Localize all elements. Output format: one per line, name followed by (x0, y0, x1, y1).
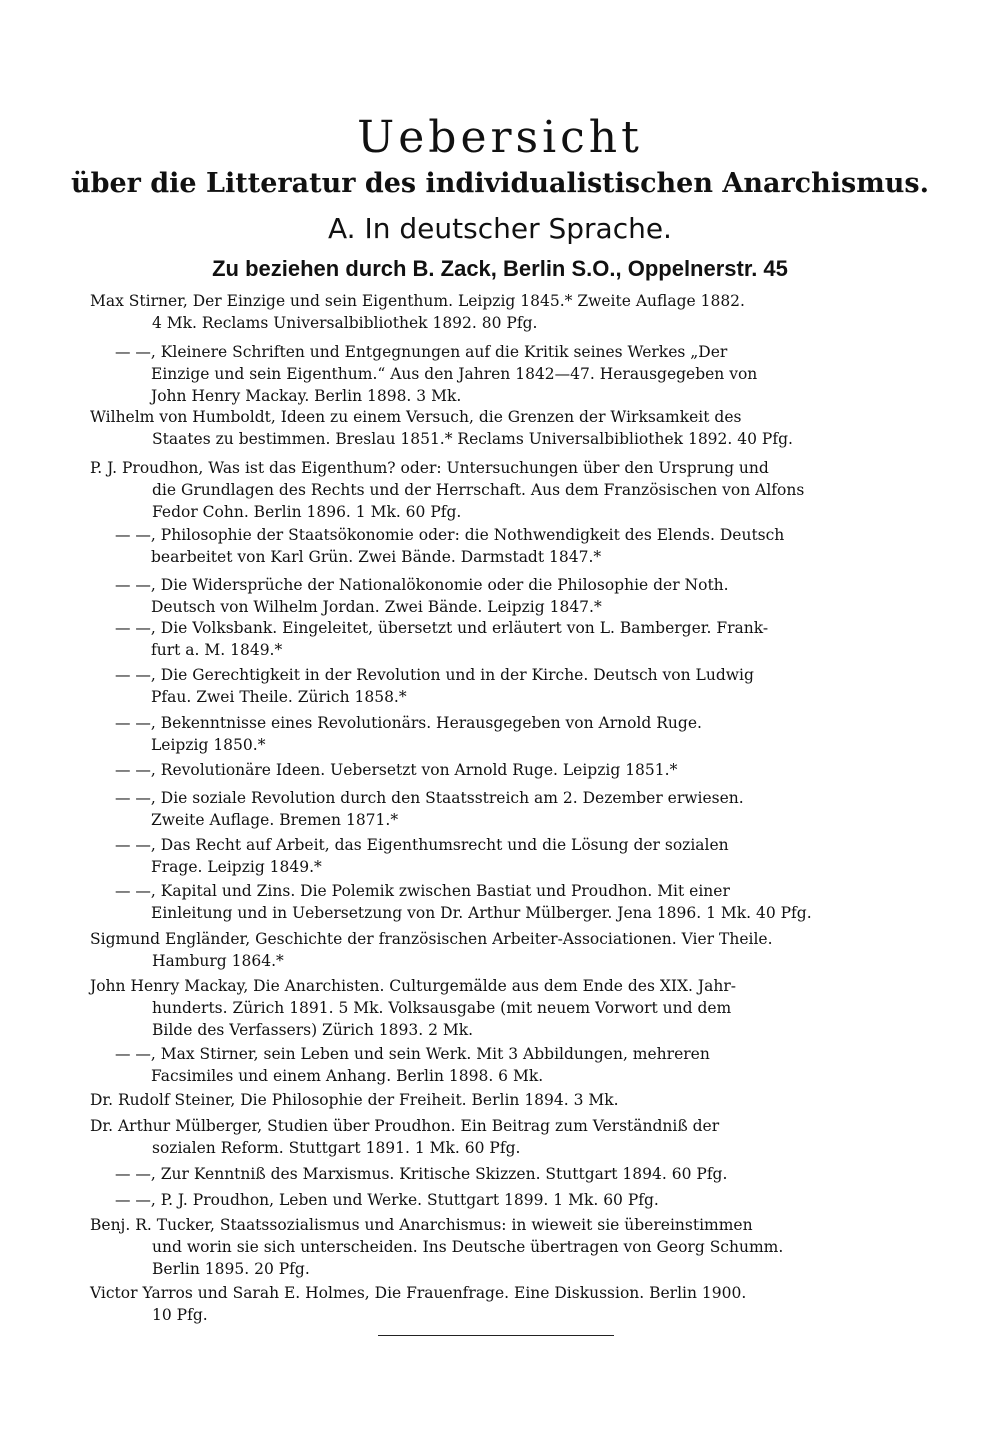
bibliography-entry: — —, Das Recht auf Arbeit, das Eigenthumsrecht und die Lösung der sozialen Frage. Leipzig 1849.* (115, 836, 729, 876)
bibliography-entry: — —, Bekenntnisse eines Revolutionärs. Herausgegeben von Arnold Ruge. Leipzig 1850.* (115, 714, 702, 754)
bibliography-entry: — —, Max Stirner, sein Leben und sein Werk. Mit 3 Abbildungen, mehreren Facsimiles und einem Anhang. Berlin 1898. 6 Mk. (115, 1045, 710, 1085)
bibliography-entry: — —, Kleinere Schriften und Entgegnungen auf die Kritik seines Werkes „Der Einzige und sein Eigenthum.“ Aus den Jahren 1842—47. Herausgegeben von John Henry Mackay. Berlin 1898. 3 Mk. (115, 343, 758, 405)
bibliography-entry: — —, Revolutionäre Ideen. Uebersetzt von Arnold Ruge. Leipzig 1851.* (115, 761, 678, 779)
bibliography-entry: — —, Die Volksbank. Eingeleitet, übersetzt und erläutert von L. Bamberger. Frank- furt a. M. 1849.* (115, 619, 769, 659)
bibliography-entry: — —, Kapital und Zins. Die Polemik zwischen Bastiat und Proudhon. Mit einer Einleitung und in Uebersetzung von Dr. Arthur Mülberger. Jena 1896. 1 Mk. 40 Pfg. (115, 882, 812, 922)
bibliography-entry: Max Stirner, Der Einzige und sein Eigenthum. Leipzig 1845.* Zweite Auflage 1882. 4 Mk. Reclams Universalbibliothek 1892. 80 Pfg. (90, 292, 745, 332)
bibliography-entry: — —, P. J. Proudhon, Leben und Werke. Stuttgart 1899. 1 Mk. 60 Pfg. (115, 1191, 659, 1209)
bibliography-entry: — —, Die Gerechtigkeit in der Revolution und in der Kirche. Deutsch von Ludwig Pfau. Zwei Theile. Zürich 1858.* (115, 666, 754, 706)
page-subtitle: über die Litteratur des individualistischen Anarchismus. (70, 168, 929, 199)
bibliography-entry: Victor Yarros und Sarah E. Holmes, Die Frauenfrage. Eine Diskussion. Berlin 1900. 10 Pfg. (90, 1284, 747, 1324)
bibliography-entry: — —, Die Widersprüche der Nationalökonomie oder die Philosophie der Noth. Deutsch von Wilhelm Jordan. Zwei Bände. Leipzig 1847.* (115, 576, 729, 616)
page-title: Uebersicht (357, 112, 643, 163)
bibliography-entry: — —, Philosophie der Staatsökonomie oder: die Nothwendigkeit des Elends. Deutsch bearbeitet von Karl Grün. Zwei Bände. Darmstadt 1847.* (115, 526, 785, 566)
bibliography-entry: — —, Zur Kenntniß des Marxismus. Kritische Skizzen. Stuttgart 1894. 60 Pfg. (115, 1165, 728, 1183)
bibliography-entry: John Henry Mackay, Die Anarchisten. Culturgemälde aus dem Ende des XIX. Jahr- hunderts. Zürich 1891. 5 Mk. Volksausgabe (mit neuem Vorwort und dem Bilde des Verfassers) Zürich 1893. 2 Mk. (90, 977, 736, 1039)
source-line: Zu beziehen durch B. Zack, Berlin S.O., Oppelnerstr. 45 (212, 256, 788, 281)
bibliography-entry: Benj. R. Tucker, Staatssozialismus und Anarchismus: in wieweit sie übereinstimmen und worin sie sich unterscheiden. Ins Deutsche übertragen von Georg Schumm. Berlin 1895. 20 Pfg. (90, 1216, 784, 1278)
bibliography-entry: — —, Die soziale Revolution durch den Staatsstreich am 2. Dezember erwiesen. Zweite Auflage. Bremen 1871.* (115, 789, 744, 829)
section-heading: A. In deutscher Sprache. (328, 212, 672, 245)
bibliography-entry: Dr. Rudolf Steiner, Die Philosophie der Freiheit. Berlin 1894. 3 Mk. (90, 1091, 619, 1109)
bibliography-entry: Wilhelm von Humboldt, Ideen zu einem Versuch, die Grenzen der Wirksamkeit des Staates zu bestimmen. Breslau 1851.* Reclams Universalbibliothek 1892. 40 Pfg. (90, 408, 793, 448)
closing-divider (378, 1335, 614, 1336)
bibliography-entry: P. J. Proudhon, Was ist das Eigenthum? oder: Untersuchungen über den Ursprung und die Grundlagen des Rechts und der Herrschaft. Aus dem Französischen von Alfons Fedor Cohn. Berlin 1896. 1 Mk. 60 Pfg. (90, 459, 805, 521)
bibliography-entry: Dr. Arthur Mülberger, Studien über Proudhon. Ein Beitrag zum Verständniß der sozialen Reform. Stuttgart 1891. 1 Mk. 60 Pfg. (90, 1117, 720, 1157)
bibliography-entry: Sigmund Engländer, Geschichte der französischen Arbeiter-Associationen. Vier Theile. Hamburg 1864.* (90, 930, 773, 970)
